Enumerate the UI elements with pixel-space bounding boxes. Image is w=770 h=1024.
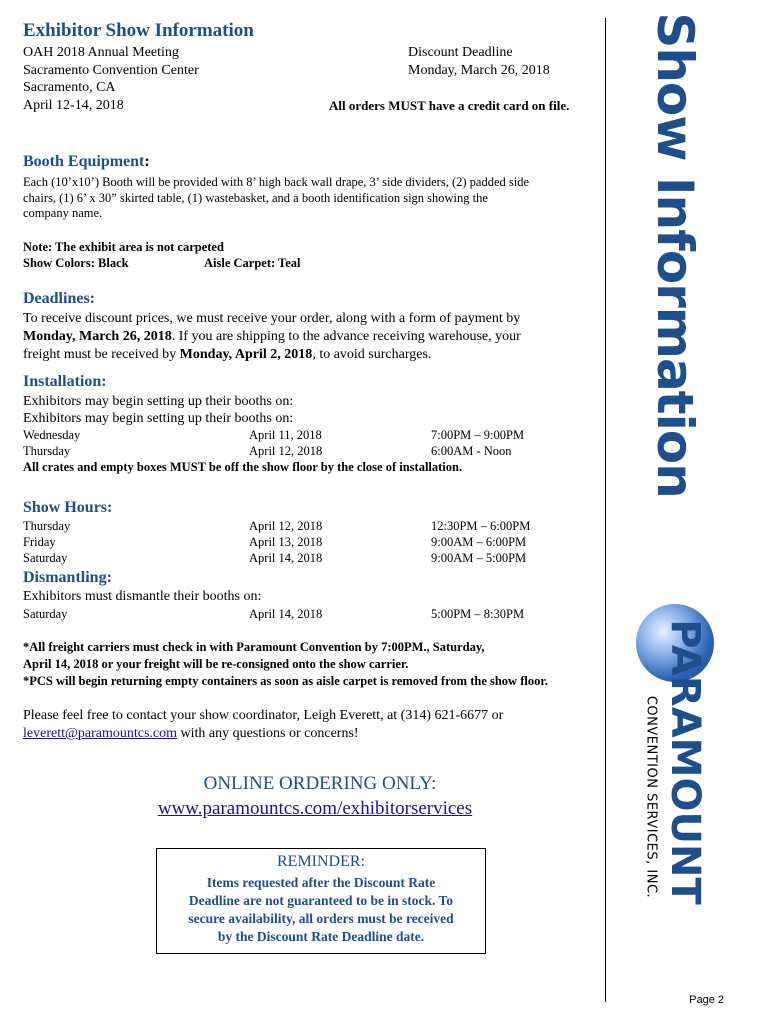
booth-description-line: Each (10’x10’) Booth will be provided with 8’ high back wall drape, 3’ side dividers, (2) padded side <box>23 175 529 189</box>
event-city: Sacramento, CA <box>23 80 116 95</box>
row-date: April 12, 2018 <box>249 444 323 458</box>
row-time: 7:00PM – 9:00PM <box>431 428 525 442</box>
row-date: April 11, 2018 <box>249 428 322 442</box>
row-time: 6:00AM - Noon <box>431 444 512 458</box>
logo-subtitle: CONVENTION SERVICES, INC. <box>643 695 659 899</box>
row-time: 9:00AM – 6:00PM <box>431 535 527 549</box>
online-ordering-heading: ONLINE ORDERING ONLY: <box>203 773 437 794</box>
aisle-carpet: Aisle Carpet: Teal <box>204 256 301 270</box>
row-date: April 14, 2018 <box>249 607 323 621</box>
deadlines-line-rest: . If you are shipping to the advance receiving warehouse, your <box>171 329 521 344</box>
row-time: 12:30PM – 6:00PM <box>431 519 531 533</box>
installation-intro-line: Exhibitors may begin setting up their booths on: <box>23 394 294 409</box>
freight-notes <box>23 639 548 690</box>
freight-note: April 14, 2018 or your freight will be re-consigned onto the show carrier. <box>23 657 409 671</box>
deadlines-line <box>23 346 593 364</box>
contact-email-link[interactable]: leverett@paramountcs.com <box>23 726 177 741</box>
dismantling-intro: Exhibitors must dismantle their booths on: <box>23 589 262 604</box>
booth-heading-colon: : <box>144 153 150 170</box>
installation-notice: All crates and empty boxes MUST be off the show floor by the close of installation. <box>23 460 463 474</box>
installation-intro-line: Exhibitors may begin setting up their booths on: <box>23 411 294 426</box>
event-venue: Sacramento Convention Center <box>23 62 199 78</box>
reminder-line: by the Discount Rate Deadline date. <box>217 929 425 944</box>
booth-description <box>23 175 593 222</box>
reminder-line: secure availability, all orders must be received <box>188 911 454 926</box>
dismantling-heading: Dismantling: <box>23 569 112 586</box>
event-info <box>23 44 199 114</box>
page-number: Page 2 <box>689 994 724 1006</box>
deadlines-heading: Deadlines: <box>23 290 95 307</box>
reminder-box <box>156 848 486 954</box>
installation-heading: Installation: <box>23 373 107 390</box>
contact-text <box>23 707 598 743</box>
booth-note: Note: The exhibit area is not carpeted <box>23 240 224 254</box>
reminder-line: Deadline are not guaranteed to be in stock. To <box>188 893 454 908</box>
discount-deadline-date: Monday, March 26, 2018 <box>408 62 550 78</box>
event-dates: April 12-14, 2018 <box>23 97 124 113</box>
reminder-heading: REMINDER: <box>277 853 365 870</box>
row-time: 9:00AM – 5:00PM <box>431 551 527 565</box>
contact-line-rest: with any questions or concerns! <box>177 726 359 741</box>
booth-description-line: chairs, (1) 6’ x 30” skirted table, (1) wastebasket, and a booth identification sign showing the <box>23 190 488 205</box>
credit-card-notice: All orders MUST have a credit card on file. <box>329 98 570 113</box>
event-name: OAH 2018 Annual Meeting <box>23 45 179 60</box>
row-day: Saturday <box>23 607 68 621</box>
online-ordering-link[interactable]: www.paramountcs.com/exhibitorservices <box>157 798 473 819</box>
contact-line: Please feel free to contact your show coordinator, Leigh Everett, at (314) 621-6677 or <box>23 708 504 723</box>
booth-heading <box>23 153 150 171</box>
row-day: Thursday <box>23 519 71 533</box>
row-date: April 12, 2018 <box>249 519 323 533</box>
deadlines-line <box>23 328 593 346</box>
booth-heading-text: Booth Equipment <box>23 153 145 170</box>
online-ordering-url-wrap <box>0 798 630 820</box>
reminder-line: Items requested after the Discount Rate <box>206 875 436 890</box>
side-title: Show Information <box>646 12 704 498</box>
deadlines-text <box>23 310 593 364</box>
show-colors: Show Colors: Black <box>23 256 129 270</box>
row-day: Wednesday <box>23 428 81 442</box>
discount-date-bold: Monday, March 26, 2018 <box>23 329 172 344</box>
freight-note: *All freight carriers must check in with Paramount Convention by 7:00PM., Saturday, <box>23 640 485 654</box>
row-date: April 14, 2018 <box>249 551 323 565</box>
row-day: Thursday <box>23 444 71 458</box>
contact-line <box>23 725 598 743</box>
discount-deadline <box>408 44 550 79</box>
show-hours-heading: Show Hours: <box>23 499 113 516</box>
row-day: Saturday <box>23 551 68 565</box>
page-title: Exhibitor Show Information <box>23 20 254 41</box>
booth-description-line: company name. <box>23 206 103 220</box>
discount-deadline-label: Discount Deadline <box>408 45 513 60</box>
deadlines-line-end: , to avoid surcharges. <box>312 347 432 362</box>
row-date: April 13, 2018 <box>249 535 323 549</box>
row-time: 5:00PM – 8:30PM <box>431 607 525 621</box>
column-divider <box>605 18 606 1002</box>
row-day: Friday <box>23 535 56 549</box>
deadlines-line-start: freight must be received by <box>23 347 180 362</box>
deadlines-line: To receive discount prices, we must receive your order, along with a form of payment by <box>23 311 521 326</box>
logo-brand-name: PARAMOUNT <box>662 619 708 905</box>
reminder-text <box>157 874 485 946</box>
freight-date-bold: Monday, April 2, 2018 <box>179 347 313 362</box>
installation-intro <box>23 393 293 427</box>
freight-note: *PCS will begin returning empty containers as soon as aisle carpet is removed from the show floor. <box>23 674 548 688</box>
